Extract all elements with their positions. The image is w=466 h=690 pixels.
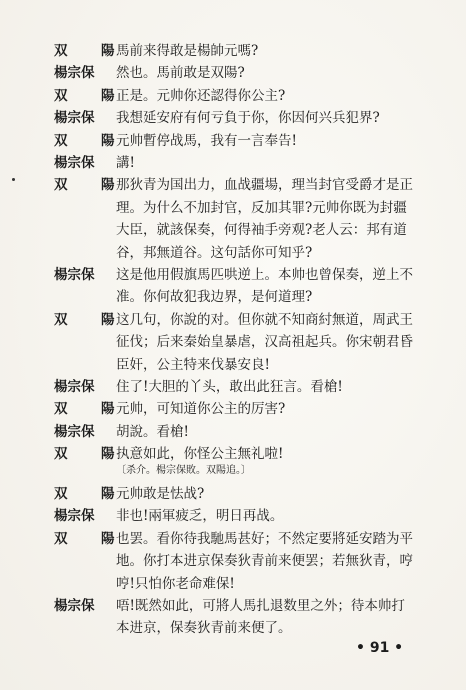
- speaker-name: 双 陽: [54, 87, 125, 104]
- speaker-name: 双 陽: [54, 177, 125, 194]
- speaker-name: 双 陽: [54, 311, 125, 328]
- dialogue-line: [0, 421, 466, 443]
- dialogue-line: [0, 219, 466, 241]
- dialogue-line: [0, 264, 466, 286]
- dialogue-line: [0, 242, 466, 264]
- dialogue-text: 那狄青为国出力，血战疆場，理当封官受爵才是正: [116, 177, 413, 194]
- dialogue-text: 我想延安府有何亏負于你，你因何兴兵犯界?: [116, 110, 380, 127]
- speaker-name: 楊宗保: [54, 267, 95, 283]
- dialogue-line: [0, 197, 466, 219]
- speaker-name: 双 陽: [54, 132, 125, 149]
- speaker-name: 楊宗保: [54, 155, 95, 171]
- dialogue-text: 征伐；后来秦始皇暴虐，汉高祖起兵。你宋朝君昏: [116, 334, 413, 351]
- dialogue-line: [0, 505, 466, 527]
- speaker-name: 楊宗保: [54, 65, 95, 82]
- dialogue-line: [0, 331, 466, 353]
- dialogue-text: 非也!兩軍疲乏，明日再战。: [116, 508, 284, 525]
- dialogue-line: [0, 107, 466, 129]
- dialogue-line: [0, 595, 466, 617]
- speaker-name: 楊宗保: [54, 379, 95, 395]
- dialogue-text: 哼!只怕你老命难保!: [116, 575, 235, 592]
- dialogue-line: [0, 376, 466, 398]
- dialogue-text: 元帅敢是怯战?: [116, 486, 205, 502]
- dialogue-line: [0, 483, 466, 505]
- stage-direction: 〔杀介。楊宗保敗。双陽追。〕: [116, 465, 251, 476]
- page-number: • 91 •: [356, 640, 404, 656]
- speaker-name: 双 陽: [54, 401, 125, 418]
- speaker-name: 楊宗保: [54, 110, 95, 127]
- speaker-name: 楊宗保: [54, 598, 95, 614]
- dialogue-line: [0, 40, 466, 62]
- dialogue-line: [0, 573, 466, 595]
- dialogue-text: 地。你打本进京保奏狄青前来便罢；若無狄青，哼: [116, 553, 413, 570]
- dialogue-line: [0, 174, 466, 196]
- dialogue-text: 准。你何故犯我边界，是何道理?: [116, 289, 313, 306]
- dialogue-line: [0, 443, 466, 465]
- margin-mark: [12, 178, 15, 181]
- dialogue-text: 大臣，就該保奏，何得袖手旁观?老人云：邦有道: [116, 222, 407, 239]
- dialogue-line: [0, 152, 466, 174]
- dialogue-text: 馬前来得敢是楊帥元嗎?: [116, 43, 259, 59]
- dialogue-text: 講!: [116, 155, 135, 171]
- dialogue-text: 住了!大胆的丫头，敢出此狂言。看槍!: [116, 379, 343, 395]
- dialogue-text: 也罢。看你待我馳馬甚好；不然定要將延安踏为平: [116, 530, 413, 547]
- dialogue-text: 理。为什么不加封官，反加其罪?元帅你既为封疆: [116, 199, 407, 216]
- dialogue-line: [0, 528, 466, 550]
- dialogue-text: 然也。馬前敢是双陽?: [116, 65, 245, 82]
- dialogue-text: 元帅，可知道你公主的厉害?: [116, 401, 286, 418]
- dialogue-text: 这几句，你說的对。但你就不知商紂無道，周武王: [116, 311, 413, 328]
- dialogue-line: [0, 130, 466, 152]
- dialogue-text: 唔!既然如此，可將人馬扎退数里之外；待本帅打: [116, 598, 405, 614]
- dialogue-line: [0, 550, 466, 572]
- dialogue-line: [0, 62, 466, 84]
- dialogue-line: [0, 617, 466, 639]
- dialogue-line: [0, 354, 466, 376]
- speaker-name: 楊宗保: [54, 508, 95, 525]
- speaker-name: 双 陽: [54, 446, 125, 463]
- dialogue-text: 正是。元帅你还認得你公主?: [116, 87, 286, 104]
- dialogue-line: [0, 398, 466, 420]
- speaker-name: 双 陽: [54, 486, 125, 502]
- speaker-name: 楊宗保: [54, 423, 95, 440]
- dialogue-line: [0, 85, 466, 107]
- dialogue-text: 元帅暫停战馬，我有一言奉告!: [116, 132, 297, 149]
- speaker-name: 双 陽: [54, 43, 125, 59]
- dialogue-text: 执意如此，你怪公主無礼啦!: [116, 446, 284, 463]
- speaker-name: 双 陽: [54, 530, 125, 547]
- dialogue-line: [0, 286, 466, 308]
- dialogue-text: 这是他用假旗馬匹哄逆上。本帅也曾保奏，逆上不: [116, 267, 413, 283]
- dialogue-text: 胡說。看槍!: [116, 423, 189, 440]
- dialogue-text: 本进京，保奏狄青前来便了。: [116, 620, 292, 637]
- dialogue-line: [0, 309, 466, 331]
- dialogue-text: 臣奸，公主特来伐暴安良!: [116, 356, 270, 373]
- dialogue-text: 谷，邦無道谷。这句話你可知乎?: [116, 244, 313, 261]
